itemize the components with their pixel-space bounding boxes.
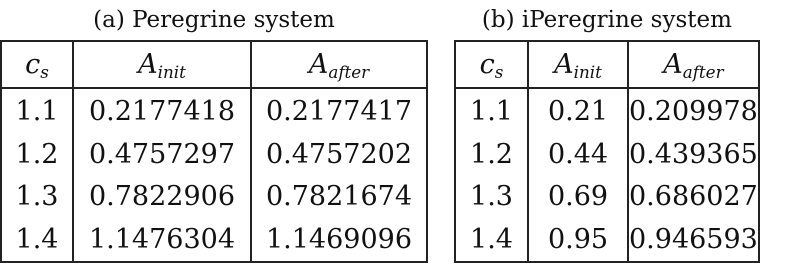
cell-a-after: 0.946593 — [628, 217, 759, 262]
table-row — [455, 217, 759, 262]
table-row — [455, 175, 759, 217]
cell-a-after: 0.209978 — [628, 88, 759, 133]
cell-a-after: 0.2177417 — [251, 88, 427, 133]
column-header-cs: $c_s$ — [455, 41, 528, 88]
cell-a-init: 0.4757297 — [73, 133, 251, 175]
column-header-a-after: $A_{after}$ — [628, 41, 759, 88]
cell-cs: 1.3 — [455, 175, 528, 217]
cell-a-after: 0.4757202 — [251, 133, 427, 175]
cell-cs: 1.4 — [1, 217, 73, 262]
cell-cs: 1.2 — [455, 133, 528, 175]
cell-a-init: 0.69 — [528, 175, 628, 217]
table-row — [1, 133, 427, 175]
cell-a-after: 0.7821674 — [251, 175, 427, 217]
table-row — [455, 133, 759, 175]
column-header-a-init: $A_{init}$ — [528, 41, 628, 88]
cell-a-after: 0.686027 — [628, 175, 759, 217]
column-header-a-after: $A_{after}$ — [251, 41, 427, 88]
cell-a-init: 1.1476304 — [73, 217, 251, 262]
cell-a-after: 0.439365 — [628, 133, 759, 175]
table-row — [1, 175, 427, 217]
table-header-row — [1, 41, 427, 88]
cell-a-init: 0.95 — [528, 217, 628, 262]
cell-cs: 1.1 — [455, 88, 528, 133]
results-table — [454, 40, 760, 263]
table-panel-iperegrine — [454, 0, 760, 263]
cell-a-after: 1.1469096 — [251, 217, 427, 262]
table-row — [1, 217, 427, 262]
column-header-cs: $c_s$ — [1, 41, 73, 88]
table-caption: (a) Peregrine system — [93, 7, 335, 33]
cell-a-init: 0.7822906 — [73, 175, 251, 217]
cell-cs: 1.1 — [1, 88, 73, 133]
table-caption: (b) iPeregrine system — [481, 7, 732, 33]
cell-a-init: 0.21 — [528, 88, 628, 133]
table-header-row — [455, 41, 759, 88]
table-row — [1, 88, 427, 133]
cell-cs: 1.2 — [1, 133, 73, 175]
cell-a-init: 0.2177418 — [73, 88, 251, 133]
cell-cs: 1.4 — [455, 217, 528, 262]
cell-cs: 1.3 — [1, 175, 73, 217]
cell-a-init: 0.44 — [528, 133, 628, 175]
column-header-a-init: $A_{init}$ — [73, 41, 251, 88]
results-table — [0, 40, 428, 263]
table-row — [455, 88, 759, 133]
